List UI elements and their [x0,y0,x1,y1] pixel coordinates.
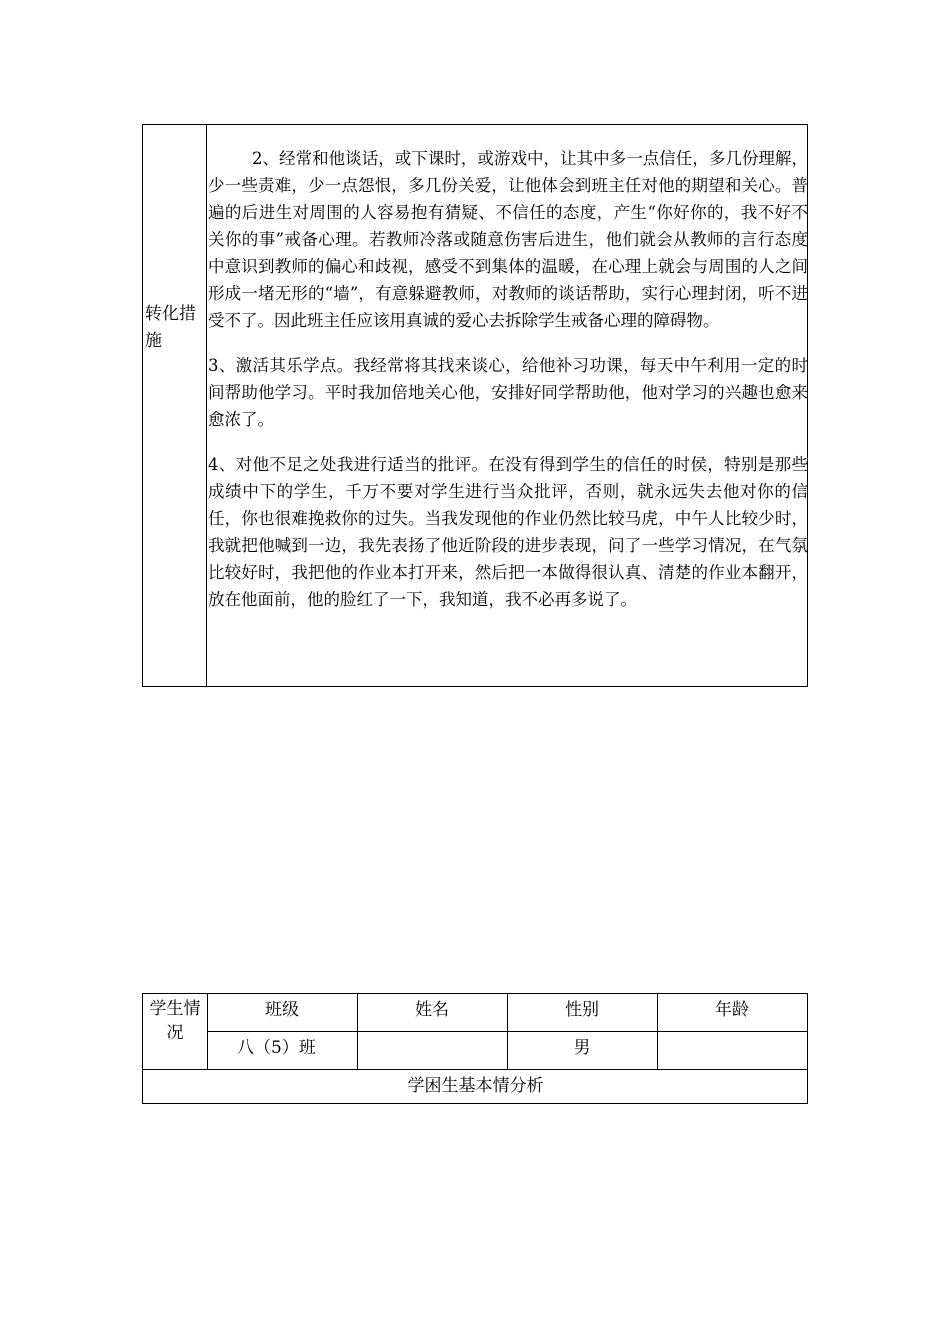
analysis-heading: 学困生基本情分析 [407,1076,544,1096]
value-class: 八（5）班 [237,1038,316,1058]
measures-content [208,145,808,631]
measures-table [142,124,808,687]
measures-label: 转化措施 [145,304,196,351]
measure-paragraph: 2、经常和他谈话，或下课时，或游戏中，让其中多一点信任，多几份理解，少一些责难，少一点怨恨，多几份关爱，让他体会到班主任对他的期望和关心。普遍的后进生对周围的人容易抱有猜疑、不信任的态度，产生“你好你的，我不好不关你的事”戒备心理。若教师冷落或随意伤害后进生，他们就会从教师的言行态度中意识到教师的偏心和歧视，感受不到集体的温暖，在心理上就会与周围的人之间形成一堵无形的“墙”，有意躲避教师，对教师的谈话帮助，实行心理封闭，听不进受不了。因此班主任应该用真诚的爱心去拆除学生戒备心理的障碍物。 [208,149,808,330]
header-class: 班级 [265,1000,299,1020]
measures-label-cell [143,125,207,686]
header-gender: 性别 [565,1000,599,1020]
header-name: 姓名 [415,1000,449,1020]
value-gender: 男 [573,1038,591,1058]
student-info-table [142,993,808,1104]
measure-paragraph: 4、对他不足之处我进行适当的批评。在没有得到学生的信任的时侯，特别是那些成绩中下的学生，千万不要对学生进行当众批评，否则，就永远失去他对你的信任，你也很难挽救你的过失。当我发现他的作业仍然比较马虎，中午人比较少时，我就把他喊到一边，我先表扬了他近阶段的进步表现，问了一些学习情况，在气氛比较好时，我把他的作业本打开来，然后把一本做得很认真、清楚的作业本翻开，放在他面前，他的脸红了一下，我知道，我不必再多说了。 [208,455,808,609]
header-age: 年龄 [715,1000,749,1020]
measure-paragraph: 3、激活其乐学点。我经常将其找来谈心，给他补习功课，每天中午利用一定的时间帮助他学习。平时我加倍地关心他，安排好同学帮助他，他对学习的兴趣也愈来愈浓了。 [208,356,808,429]
student-row-label: 学生情况 [149,999,201,1043]
